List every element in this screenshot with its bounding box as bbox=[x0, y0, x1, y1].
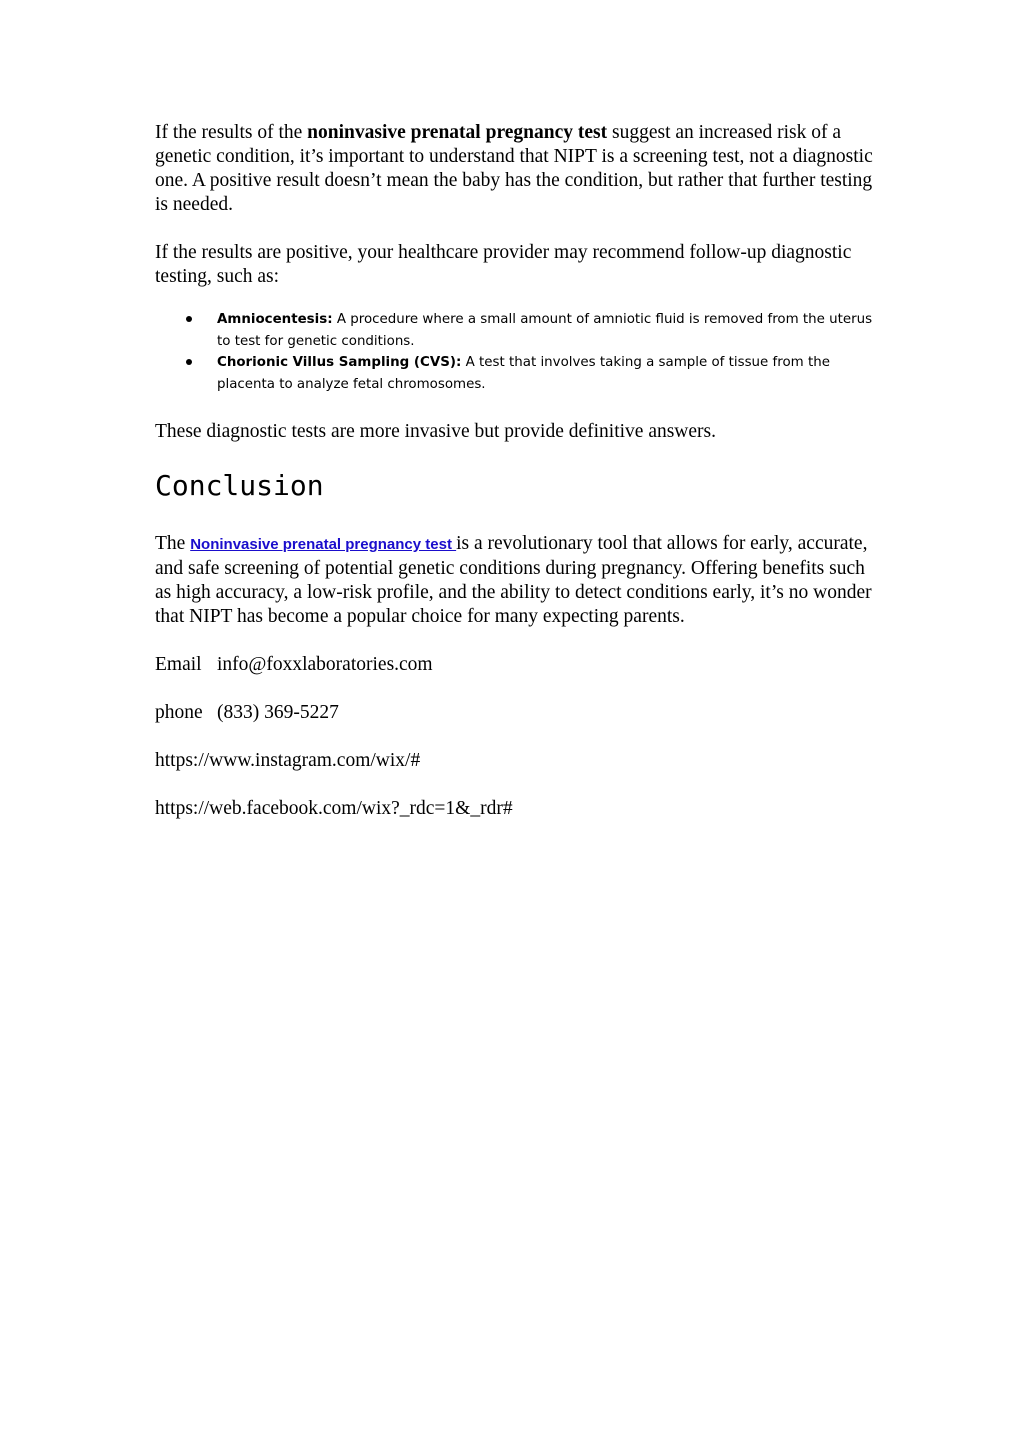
facebook-url: https://web.facebook.com/wix?_rdc=1&_rdr# bbox=[155, 798, 513, 819]
bullet-icon bbox=[186, 359, 192, 365]
list-item-term: Amniocentesis: bbox=[217, 312, 333, 327]
followup-paragraph: If the results are positive, your healthcare provider may recommend follow-up diagnostic testing, such as: bbox=[155, 242, 852, 287]
intro-text-end: suggest an increased risk of a genetic condition, it’s important to understand that NIPT is a screening test, not a diagnostic one. A positive result doesn’t mean the baby has the condition, but rather that further testing is needed. bbox=[155, 122, 873, 215]
conclusion-text-start: The bbox=[155, 533, 191, 554]
intro-bold-term: noninvasive prenatal pregnancy test bbox=[307, 122, 608, 143]
email-line bbox=[155, 653, 875, 677]
email-value: info@foxxlaboratories.com bbox=[217, 654, 433, 675]
nipt-link[interactable]: Noninvasive prenatal pregnancy test bbox=[190, 536, 457, 553]
bullet-icon bbox=[186, 316, 192, 322]
intro-paragraph bbox=[155, 121, 875, 217]
phone-line bbox=[155, 701, 875, 725]
list-item-text: A procedure where a small amount of amniotic fluid is removed from the uterus to test for genetic conditions. bbox=[217, 312, 873, 349]
diagnostic-summary-paragraph: These diagnostic tests are more invasive but provide definitive answers. bbox=[155, 421, 717, 442]
document-page bbox=[155, 121, 875, 821]
conclusion-text-end: is a revolutionary tool that allows for early, accurate, and safe screening of potential genetic conditions during pregnancy. Offering benefits such as high accuracy, a low-risk profile, and the ability to detect conditions early, it’s no wonder that NIPT has become a popular choice for many expecting parents. bbox=[155, 533, 872, 627]
list-item-text: A test that involves taking a sample of tissue from the placenta to analyze fetal chromosomes. bbox=[217, 355, 830, 392]
phone-label: phone bbox=[155, 702, 203, 723]
list-item bbox=[155, 352, 875, 395]
email-label: Email bbox=[155, 654, 202, 675]
diagnostic-test-list bbox=[155, 309, 875, 395]
phone-value: (833) 369-5227 bbox=[217, 702, 339, 723]
list-item-term: Chorionic Villus Sampling (CVS): bbox=[217, 355, 462, 370]
instagram-url: https://www.instagram.com/wix/# bbox=[155, 750, 421, 771]
conclusion-heading: Conclusion bbox=[155, 469, 324, 502]
list-item bbox=[155, 309, 875, 352]
intro-text-start: If the results of the bbox=[155, 122, 308, 143]
conclusion-paragraph bbox=[155, 532, 875, 629]
